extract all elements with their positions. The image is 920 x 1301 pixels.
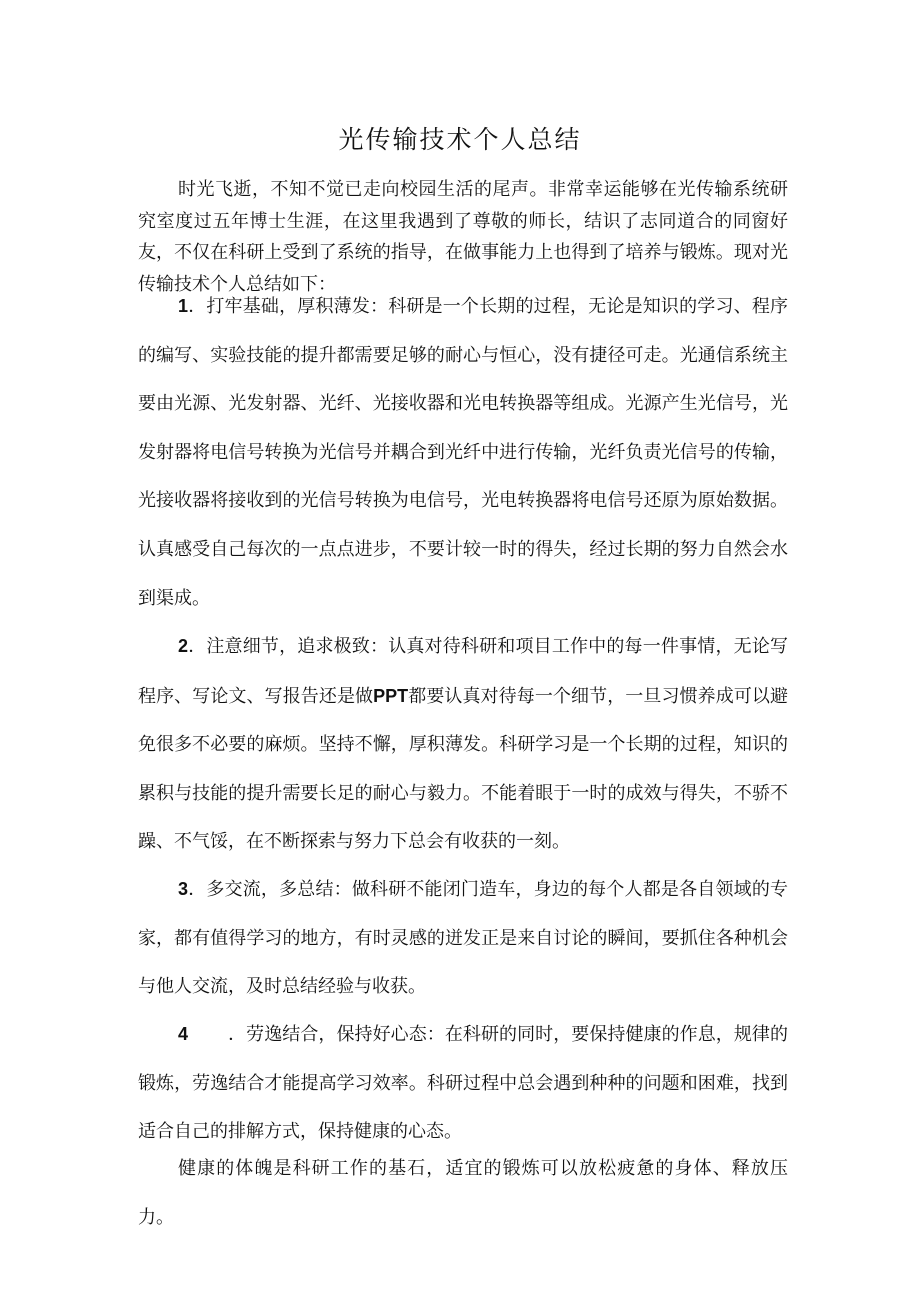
section-4-number: 4 — [178, 1024, 189, 1044]
section-1-paragraph — [138, 282, 788, 623]
section-3-paragraph — [138, 865, 788, 1012]
section-2-paragraph — [138, 622, 788, 867]
section-2-number: 2 — [178, 636, 189, 656]
section-2-text-after: 都要认真对待每一个细节，一旦习惯养成可以避免很多不必要的麻烦。坚持不懈，厚积薄发。科研学习是一个长期的过程，知识的累积与技能的提升需要长足的耐心与毅力。不能着眼于一时的成效与得失，不骄不躁、不气馁，在不断探索与努力下总会有收获的一刻。 — [138, 685, 788, 853]
section-4-text: ．劳逸结合，保持好心态：在科研的同时，要保持健康的作息，规律的锻炼，劳逸结合才能提高学习效率。科研过程中总会遇到种种的问题和困难，找到适合自己的排解方式，保持健康的心态。 — [138, 1024, 788, 1143]
closing-paragraph: 健康的体魄是科研工作的基石，适宜的锻炼可以放松疲惫的身体、释放压力。 — [138, 1158, 788, 1228]
section-3-number: 3 — [178, 879, 189, 899]
intro-paragraph: 时光飞逝，不知不觉已走向校园生活的尾声。非常幸运能够在光传输系统研究室度过五年博士生涯，在这里我遇到了尊敬的师长，结识了志同道合的同窗好友，不仅在科研上受到了系统的指导，在做事能力上也得到了培养与锻炼。现对光传输技术个人总结如下： — [138, 179, 788, 295]
section-3-text: ．多交流，多总结：做科研不能闭门造车，身边的每个人都是各自领域的专家，都有值得学习的地方，有时灵感的迸发正是来自讨论的瞬间，要抓住各种机会与他人交流，及时总结经验与收获。 — [138, 879, 788, 998]
section-2-text-before: ．注意细节，追求极致：认真对待科研和项目工作中的每一件事情，无论写程序、写论文、写报告还是做 — [138, 636, 788, 707]
section-1-number: 1 — [178, 296, 189, 316]
section-1-text: ．打牢基础，厚积薄发：科研是一个长期的过程，无论是知识的学习、程序的编写、实验技能的提升都需要足够的耐心与恒心，没有捷径可走。光通信系统主要由光源、光发射器、光纤、光接收器和光电转换器等组成。光源产生光信号，光发射器将电信号转换为光信号并耦合到光纤中进行传输，光纤负责光信号的传输，光接收器将接收到的光信号转换为电信号，光电转换器将电信号还原为原始数据。认真感受自己每次的一点点进步，不要计较一时的得失，经过长期的努力自然会水到渠成。 — [138, 296, 788, 609]
section-4-paragraph — [138, 1010, 788, 1157]
section-2-highlight: PPT — [373, 685, 409, 706]
page-title: 光传输技术个人总结 — [338, 125, 582, 154]
